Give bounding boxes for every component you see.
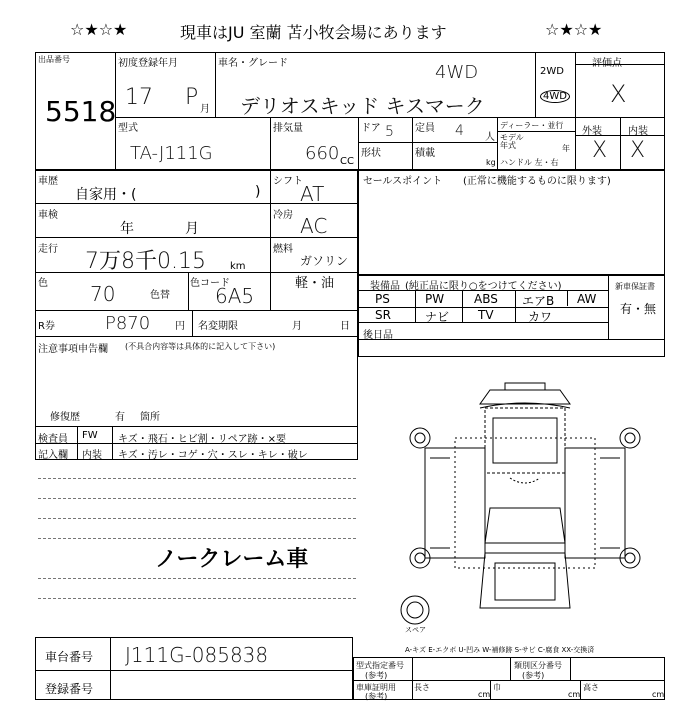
vehicle-cert-length: 長さ — [414, 683, 430, 692]
equipment-sub: (純正品に限り○をつけてください) — [405, 281, 562, 292]
equip-airbag: エアB — [522, 294, 555, 308]
repair-location: 箇所 — [140, 412, 160, 423]
vehicle-cert-height-unit: cm — [652, 690, 665, 699]
vehicle-cert-sub: (参考) — [365, 692, 388, 701]
mileage-value: 7万8千0.15 — [85, 249, 206, 274]
doors-value: 5 — [385, 124, 394, 140]
displacement-unit: CC — [340, 156, 354, 167]
model-year-label: モデル年式 — [500, 133, 524, 150]
type-value: TA-J111G — [130, 143, 213, 164]
color-code-value: 6A5 — [215, 284, 255, 308]
mileage-unit: km — [230, 261, 246, 272]
vehicle-cert-length-unit: cm — [478, 690, 491, 699]
sales-point-label: セールスポイント — [363, 176, 443, 187]
vehicle-cert-width: 巾 — [493, 683, 501, 692]
notes-sub: (不具合内容等は具体的に記入して下さい) — [125, 342, 276, 351]
capacity-label: 定員 — [415, 123, 435, 134]
name-change-day: 日 — [340, 321, 350, 332]
interior-label: 内装 — [628, 126, 648, 137]
equip-pw: PW — [425, 292, 445, 306]
model-label: 車名・グレード — [218, 58, 288, 69]
class-cert-sub: (参考) — [522, 671, 545, 680]
registration-month-unit: 月 — [200, 104, 210, 115]
inspector-row1-key: FW — [82, 430, 98, 441]
ac-label: 冷房 — [273, 210, 293, 221]
recycle-label: R券 — [38, 321, 55, 332]
shape-label: 形状 — [361, 148, 381, 159]
seat-label: 後日品 — [363, 330, 393, 341]
model-name: デリオスキッド キスマーク — [240, 94, 485, 118]
warranty-value: 有・無 — [620, 302, 657, 316]
history-close: ) — [255, 184, 261, 200]
inspector-sub: 記入欄 — [38, 450, 68, 461]
history-label: 車歴 — [38, 176, 58, 187]
equip-abs: ABS — [474, 292, 498, 306]
name-change-label: 名変期限 — [198, 321, 238, 332]
notes-label: 注意事項申告欄 — [38, 344, 108, 355]
no-claim-label: ノークレーム車 — [155, 547, 309, 572]
vehicle-cert-height: 高さ — [583, 683, 599, 692]
load-unit: kg — [486, 158, 496, 167]
equip-sr: SR — [375, 308, 391, 322]
color-code-label: 色コード — [190, 278, 230, 289]
registration-year: 17 — [125, 85, 153, 110]
capacity-unit: 人 — [485, 132, 495, 143]
lot-label: 出品番号 — [38, 55, 70, 64]
name-change-month: 月 — [292, 321, 302, 332]
inspection-label: 車検 — [38, 210, 58, 221]
fuel-option: 軽・油 — [295, 276, 335, 291]
equipment-label: 装備品 — [370, 281, 400, 292]
model-2wd: 2WD — [540, 66, 564, 77]
fuel-value: ガソリン — [300, 254, 349, 268]
interior-value: X — [630, 138, 646, 163]
handle-label: ハンドル 左・右 — [500, 158, 559, 167]
inspector-label: 検査員 — [38, 434, 68, 445]
equip-aw: AW — [577, 292, 597, 306]
chassis-value: J111G-085838 — [125, 643, 269, 667]
warranty-label: 新車保証書 — [615, 282, 655, 291]
capacity-value: 4 — [455, 123, 464, 139]
registration-label: 初度登録年月 — [118, 58, 178, 69]
vehicle-cert-width-unit: cm — [568, 690, 581, 699]
doors-label: ドア — [361, 123, 381, 134]
repair-value: 有 — [115, 412, 125, 423]
header-stars-right: ☆★☆★ — [545, 20, 603, 39]
displacement-value: 660 — [305, 143, 340, 164]
inspection-year: 年 — [120, 221, 134, 237]
class-cert-label: 類別区分番号 — [514, 661, 562, 670]
model-drive-note: 4WD — [435, 62, 479, 83]
model-4wd: 4WD — [540, 90, 570, 103]
type-label: 型式 — [118, 123, 138, 134]
recycle-unit: 円 — [175, 321, 185, 332]
equip-ps: PS — [375, 292, 390, 306]
header-title: 現車はJU 室蘭 苫小牧会場にあります — [180, 23, 447, 42]
shift-label: シフト — [273, 176, 303, 187]
chassis-label: 車台番号 — [45, 650, 94, 664]
plate-label: 登録番号 — [45, 682, 94, 696]
legend: A-キズ E-エクボ U-凹み W-補修跡 S-サビ C-腐食 XX-交換済 — [405, 646, 595, 654]
history-value: 自家用・( — [75, 187, 137, 203]
registration-month-mark: P — [185, 85, 199, 110]
recycle-value: P870 — [105, 313, 151, 334]
model-year-unit: 年 — [562, 144, 570, 153]
color-value: 70 — [90, 282, 116, 306]
car-diagram — [395, 378, 655, 628]
load-label: 積載 — [415, 148, 435, 159]
inspection-month: 月 — [185, 221, 199, 237]
color-change-label: 色替 — [150, 290, 170, 301]
ac-value: AC — [300, 214, 328, 238]
rating-value: X — [610, 80, 627, 108]
header-stars-left: ☆★☆★ — [70, 20, 128, 39]
color-label: 色 — [38, 278, 48, 289]
type-cert-sub: (参考) — [365, 671, 388, 680]
shift-value: AT — [300, 182, 325, 206]
inspector-row2: キズ・汚レ・コゲ・穴・スレ・キレ・破レ — [118, 450, 308, 461]
displacement-label: 排気量 — [273, 123, 303, 134]
lot-number: 5518 — [45, 95, 117, 128]
equip-tv: TV — [478, 308, 494, 322]
exterior-value: X — [592, 138, 608, 163]
vehicle-cert-label: 車庫証明用 — [356, 683, 396, 692]
rating-label: 評価点 — [592, 58, 622, 69]
fuel-label: 燃料 — [273, 244, 293, 255]
type-cert-label: 型式指定番号 — [356, 661, 404, 670]
equip-leather: カワ — [528, 310, 553, 324]
sales-point-sub: (正常に機能するものに限ります) — [463, 176, 611, 187]
dealer-label: ディーラー・並行 — [500, 121, 564, 130]
inspector-row1: キズ・飛石・ヒビ割・リペア跡・×要 — [118, 434, 286, 445]
repair-label: 修復歴 — [50, 412, 80, 423]
exterior-label: 外装 — [582, 126, 602, 137]
spare-label: スペア — [405, 626, 426, 634]
mileage-label: 走行 — [38, 244, 58, 255]
equip-navi: ナビ — [425, 310, 450, 324]
inspector-row2-key: 内装 — [82, 450, 102, 461]
